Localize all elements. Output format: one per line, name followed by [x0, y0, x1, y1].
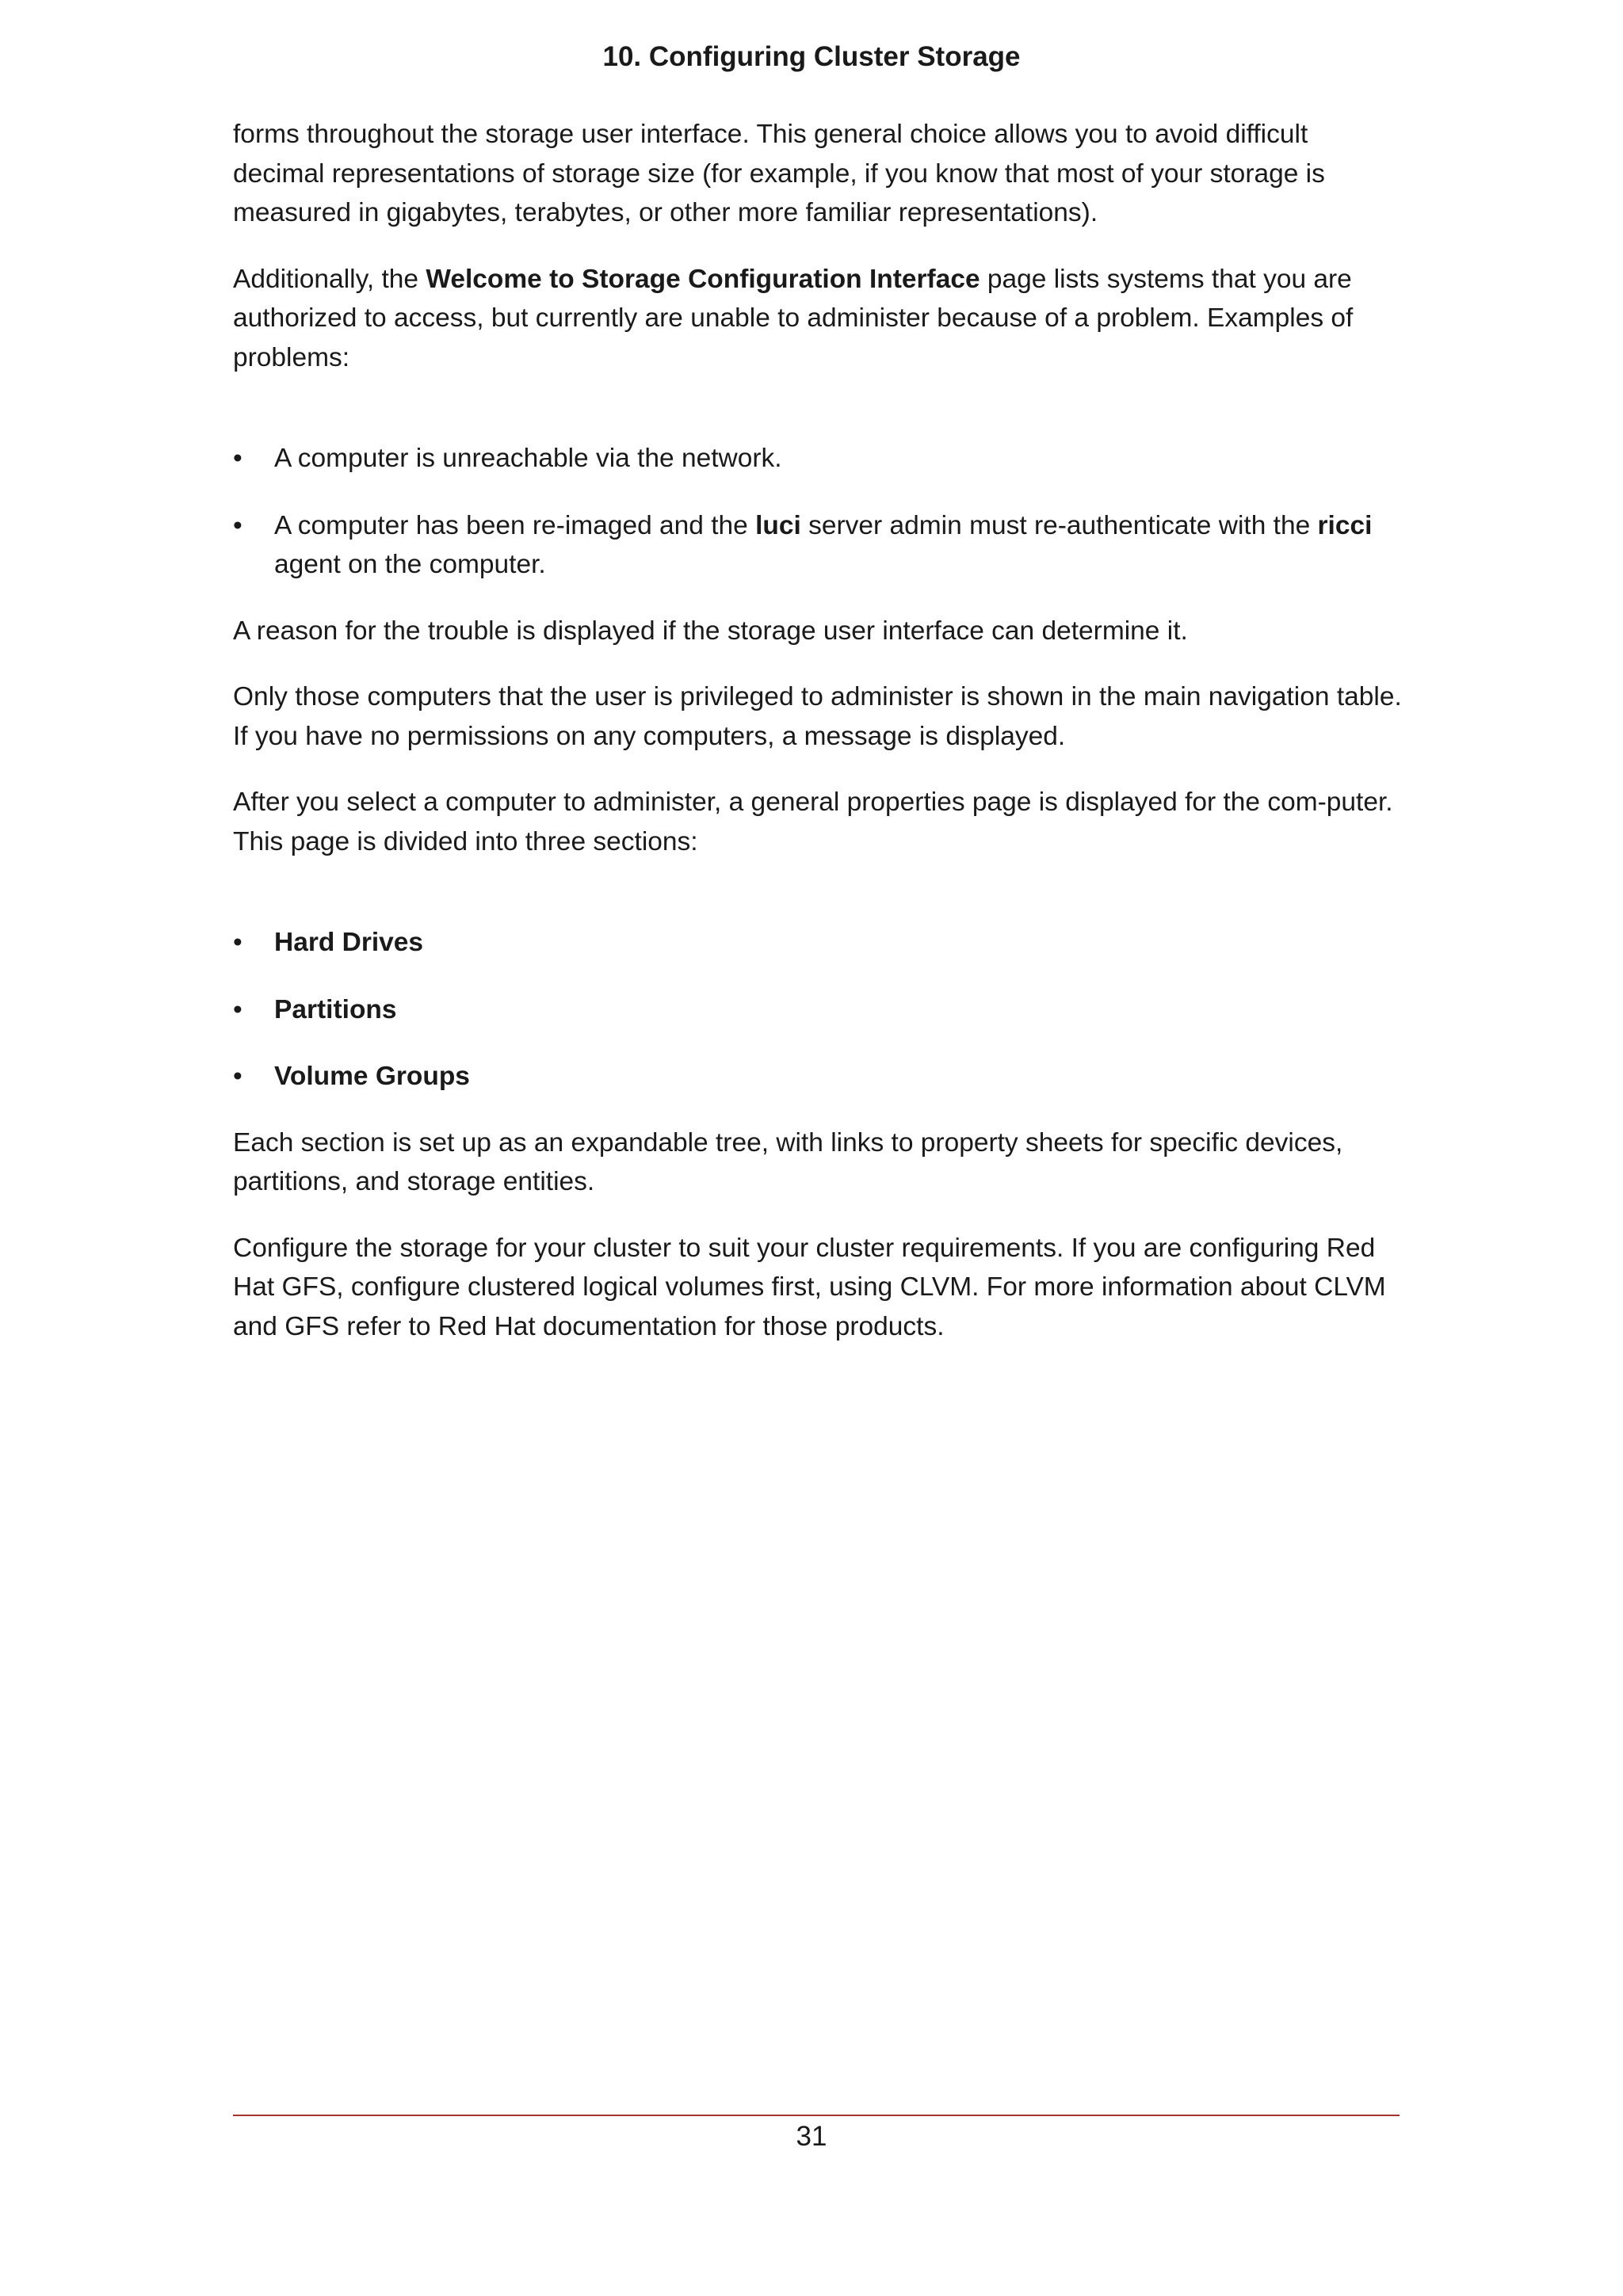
paragraph-text: Only those computers that the user is privileged to administer is shown in the main navigation table. If you have no permissions on any computers, a message is displayed. — [233, 682, 1402, 751]
list-item-text: agent on the computer. — [274, 550, 546, 579]
bullet-marker: • — [233, 444, 242, 473]
section-name-partitions: Partitions — [274, 994, 397, 1024]
list-item — [233, 990, 1406, 1030]
page-header-title: 10. Configuring Cluster Storage — [602, 41, 1021, 72]
problems-list — [233, 439, 1406, 585]
paragraph-trouble-reason — [233, 612, 1406, 651]
paragraph-storage-units — [233, 115, 1406, 233]
paragraph-text: Configure the storage for your cluster to suit your cluster requirements. If you are configuring Red Hat GFS, configure clustered logical volumes first, using CLVM. For more information about CLVM and GFS refer to Red Hat documentation for those products. — [233, 1233, 1386, 1341]
list-item-text: A computer has been re-imaged and the — [274, 510, 756, 540]
section-name-volume-groups: Volume Groups — [274, 1062, 470, 1091]
list-item — [233, 439, 1406, 479]
sections-list — [233, 923, 1406, 1097]
paragraph-text: forms throughout the storage user interface. This general choice allows you to avoid difficult decimal representations of storage size (for example, if you know that most of your storage is measured in gigabytes, terabytes, or other more familiar representations). — [233, 120, 1325, 227]
section-name-hard-drives: Hard Drives — [274, 928, 424, 957]
term-ricci: ricci — [1317, 510, 1373, 540]
bullet-marker: • — [233, 1062, 242, 1091]
paragraph-text: After you select a computer to administer, a general properties page is displayed for the com-puter. This page is divided into three sections: — [233, 788, 1393, 856]
page-content — [233, 115, 1406, 1373]
bullet-marker: • — [233, 994, 242, 1024]
list-item-text: A computer is unreachable via the network. — [274, 444, 782, 473]
paragraph-text: Additionally, the — [233, 264, 426, 294]
bullet-marker: • — [233, 928, 242, 957]
paragraph-text: A reason for the trouble is displayed if the storage user interface can determine it. — [233, 616, 1188, 646]
ui-name-welcome-interface: Welcome to Storage Configuration Interface — [426, 264, 980, 294]
paragraph-text: page lists systems that you are authorized to access, but currently are unable to administer because of a problem. Examples of problems: — [233, 264, 1354, 372]
paragraph-privileged-computers — [233, 677, 1406, 756]
bullet-marker: • — [233, 510, 242, 540]
footer-divider — [233, 2115, 1400, 2116]
list-item — [233, 506, 1406, 585]
list-item — [233, 1057, 1406, 1097]
paragraph-configure-storage — [233, 1229, 1406, 1347]
paragraph-expandable-tree — [233, 1123, 1406, 1202]
paragraph-welcome-interface — [233, 260, 1406, 378]
paragraph-text: Each section is set up as an expandable tree, with links to property sheets for specific devices, partitions, and storage entities. — [233, 1127, 1343, 1196]
list-item-text: server admin must re-authenticate with the — [800, 510, 1318, 540]
page-number: 31 — [796, 2121, 827, 2152]
term-luci: luci — [755, 510, 801, 540]
paragraph-properties-page — [233, 783, 1406, 861]
list-item — [233, 923, 1406, 963]
